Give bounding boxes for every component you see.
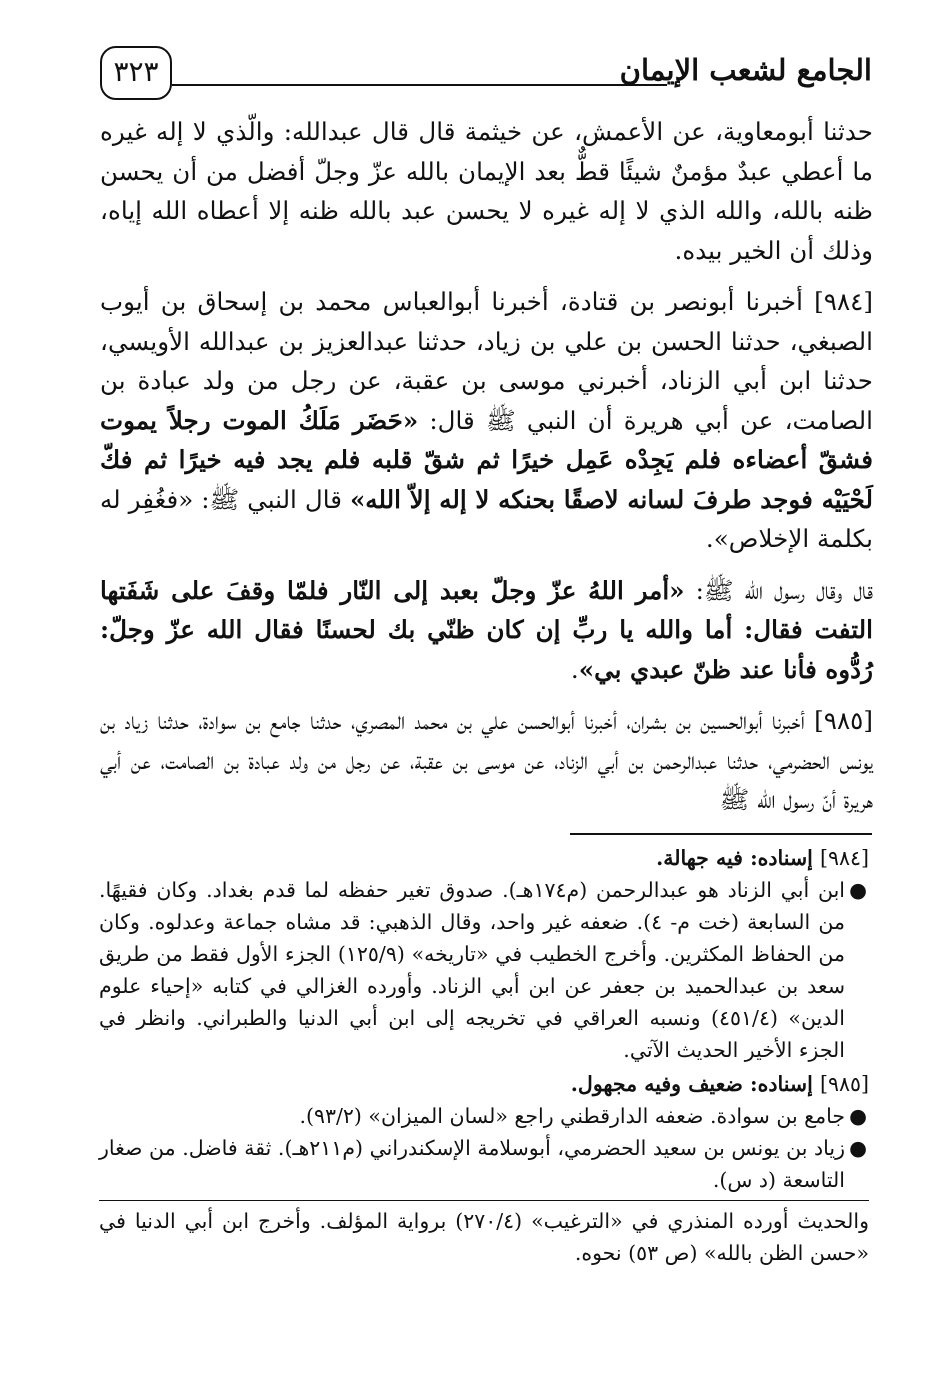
paragraph-text: حدثنا أبومعاوية، عن الأعمش، عن خيثمة قال قال عبدالله: والّذي لا إله غيره ما أعطي عبدٌ مؤمنٌ شيئًا قطٌّ بعد الإيمان بالله عزّ وجلّ أفضل من أن يحسن ظنه بالله، والله الذي لا إله غيره لا يحسن عبد بالله ظنه إلا أعطاه الله إياه، وذلك أن الخير بيده. <box>100 117 873 265</box>
footnote-item-text: جامع بن سوادة. ضعفه الدارقطني راجع «لسان الميزان» (٩٣/٢). <box>299 1104 845 1128</box>
qudsi-text: «أمر اللهُ عزّ وجلّ بعبد إلى النّار فلمّا وقفَ على شَفَتها التفت فقال: أما والله يا ربِّ إن كان ظنّي بك لحسنًا فقال الله عزّ وجلّ: رُدُّوه فأنا عند ظنّ عبدي بي» <box>100 575 873 684</box>
footnote-item <box>99 1100 869 1132</box>
footnote-item-text: زياد بن يونس بن سعيد الحضرمي، أبوسلامة الإسكندراني (م٢١١هـ). ثقة فاضل. من صغار التاسعة (د س). <box>99 1136 845 1192</box>
footnote-grade: إسناده: ضعيف وفيه مجهول. <box>570 1072 813 1096</box>
qudsi-lead: قال وقال رسول الله ﷺ: <box>695 575 873 605</box>
footnote-number: [٩٨٤] <box>819 846 869 870</box>
running-title: الجامع لشعب الإيمان <box>619 53 872 87</box>
isnad-984: [٩٨٤] أخبرنا أبونصر بن قتادة، أخبرنا أبوالعباس محمد بن إسحاق بن أيوب الصبغي، حدثنا الحسن بن علي بن زياد، حدثنا عبدالعزيز بن عبدالله الأويسي، حدثنا ابن أبي الزناد، أخبرني موسى بن عقبة، عن رجل من ولد عبادة بن الصامت، عن أبي هريرة أن النبي ﷺ قال: <box>100 287 873 435</box>
footnote-divider <box>99 1200 869 1201</box>
bullet-icon: ● <box>849 878 867 902</box>
main-text <box>100 112 873 820</box>
footnote-984 <box>99 842 869 1066</box>
header-rule <box>172 84 667 86</box>
paragraph-1 <box>100 112 873 270</box>
footnote-number: [٩٨٥] <box>819 1072 869 1096</box>
footnote-985 <box>99 1068 869 1269</box>
footnote-item <box>99 1132 869 1196</box>
bullet-icon: ● <box>849 1136 867 1160</box>
isnad-985: [٩٨٥] أخبرنا أبوالحسين بن بشران، أخبرنا أبوالحسن علي بن محمد المصري، حدثنا جامع بن سوادة، حدثنا زياد بن يونس الحضرمي، حدثنا عبدالرحمن بن أبي الزناد، عن موسى بن عقبة، عن رجل من ولد عبادة بن الصامت، عن أبي هريرة أنّ رسول الله ﷺ <box>100 706 873 814</box>
footnote-heading <box>99 842 869 874</box>
paragraph-hadith-984 <box>100 282 873 559</box>
matn-984: «حَضَر مَلَكُ الموت رجلاً يموت فشقّ أعضاءه فلم يَجِدْه عَمِل خيرًا ثم شقّ قلبه فلم يجد فيه خيرًا ثم فكّ لَحْيَيْه فوجد طرفَ لسانه لاصقًا بحنكه لا إله إلاّ الله» <box>100 405 873 514</box>
bullet-icon: ● <box>849 1104 867 1128</box>
footnote-heading <box>99 1068 869 1100</box>
footnote-grade: إسناده: فيه جهالة. <box>656 846 813 870</box>
footnote-list <box>99 1100 869 1196</box>
footnotes <box>99 842 869 1269</box>
matn-984-tail: قال النبي ﷺ: «فغُفِر له بكلمة الإخلاص». <box>100 484 873 553</box>
page-header <box>100 38 872 98</box>
footnote-item-text: ابن أبي الزناد هو عبدالرحمن (م١٧٤هـ). صدوق تغير حفظه لما قدم بغداد. وكان فقيهًا. من السابعة (خت م- ٤). ضعفه غير واحد، وقال الذهبي: قد مشاه جماعة وعدلوه. وكان من الحفاظ المكثرين. وأخرج الخطيب في «تاريخه» (١٢٥/٩) الجزء الأول فقط من طريق سعد بن عبدالحميد بن جعفر عن ابن أبي الزناد. وأورده الغزالي في كتابه «إحياء علوم الدين» (٤٥١/٤) ونسبه العراقي في تخريجه إلى ابن أبي الدنيا والطبراني. وانظر في الجزء الأخير الحديث الآتي. <box>99 878 845 1062</box>
paragraph-hadith-985 <box>100 701 873 820</box>
footnote-list <box>99 874 869 1066</box>
footnote-item <box>99 874 869 1066</box>
page-number: ٣٢٣ <box>100 46 172 100</box>
footnote-rule <box>570 833 872 835</box>
paragraph-hadith-qudsi <box>100 571 873 690</box>
qudsi-tail: . <box>570 654 579 684</box>
footnote-closing: والحديث أورده المنذري في «الترغيب» (٢٧٠/٤) برواية المؤلف. وأخرج ابن أبي الدنيا في «حسن الظن بالله» (ص ٥٣) نحوه. <box>99 1209 869 1265</box>
